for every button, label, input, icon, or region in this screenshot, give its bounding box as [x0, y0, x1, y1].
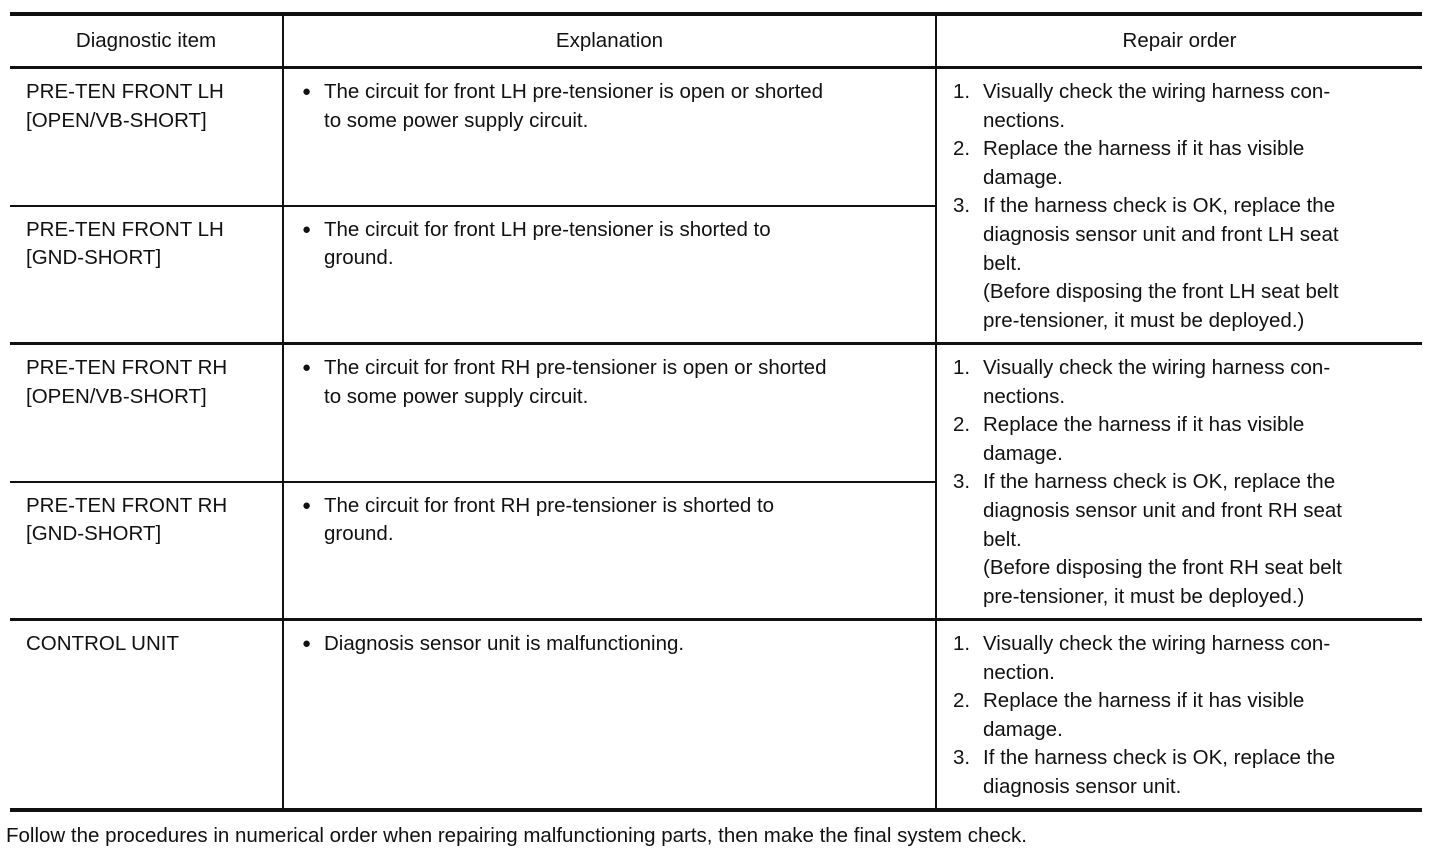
bullet-icon: ●: [302, 83, 312, 100]
step-line: Replace the harness if it has visible: [983, 413, 1305, 437]
step-line: Replace the harness if it has visible: [983, 137, 1305, 161]
step-number: 1.: [953, 632, 971, 655]
explanation-line: The circuit for front LH pre-tensioner is open or shorted: [324, 80, 824, 103]
table-header-row: [10, 14, 1422, 68]
repair-step: [953, 192, 1414, 335]
step-line: pre-tensioner, it must be deployed.): [983, 584, 1305, 608]
explanation-bullet: [300, 78, 927, 135]
repair-order-cell: [936, 620, 1422, 810]
step-number: 2.: [953, 413, 971, 437]
explanation-line: The circuit for front LH pre-tensioner is shorted to: [324, 217, 771, 241]
step-number: 2.: [953, 689, 971, 713]
step-line: If the harness check is OK, replace the: [983, 746, 1336, 770]
repair-step: [953, 468, 1414, 611]
footnote: Follow the procedures in numerical order when repairing malfunctioning parts, then make the final system check.: [6, 824, 1027, 847]
explanation-cell: [283, 482, 936, 620]
step-line: (Before disposing the front RH seat belt: [983, 556, 1342, 580]
explanation-cell: [283, 620, 936, 810]
step-line: diagnosis sensor unit.: [983, 774, 1182, 798]
diagnostic-item-line: PRE-TEN FRONT RH: [26, 493, 228, 517]
repair-step: [953, 687, 1414, 744]
step-line: Visually check the wiring harness con-: [983, 632, 1331, 655]
step-number: 1.: [953, 356, 971, 379]
repair-step: [953, 411, 1414, 468]
diagnostic-item-line: [OPEN/VB-SHORT]: [26, 384, 207, 408]
table-row: [10, 620, 1422, 810]
step-line: damage.: [983, 717, 1063, 741]
step-line: damage.: [983, 165, 1063, 189]
step-line: If the harness check is OK, replace the: [983, 194, 1336, 218]
diagnostic-item-line: CONTROL UNIT: [26, 632, 179, 655]
header-repair-order: Repair order: [936, 14, 1422, 68]
step-line: diagnosis sensor unit and front LH seat: [983, 222, 1339, 246]
step-line: nections.: [983, 384, 1066, 408]
explanation-line: to some power supply circuit.: [324, 384, 589, 408]
explanation-line: The circuit for front RH pre-tensioner is open or shorted: [324, 356, 827, 379]
repair-order-cell: [936, 68, 1422, 344]
header-diagnostic-item: Diagnostic item: [10, 14, 283, 68]
bullet-icon: ●: [302, 220, 312, 238]
explanation-cell: [283, 344, 936, 482]
explanation-bullet: [300, 216, 927, 273]
table-row: [10, 344, 1422, 482]
bullet-icon: ●: [302, 359, 312, 376]
diagnostic-item-line: [GND-SHORT]: [26, 522, 162, 546]
header-explanation: Explanation: [283, 14, 936, 68]
step-line: damage.: [983, 441, 1063, 465]
step-number: 3.: [953, 470, 971, 494]
diagnostic-item-line: PRE-TEN FRONT LH: [26, 80, 224, 103]
diagnostic-item-cell: [10, 206, 283, 344]
bullet-icon: ●: [302, 635, 312, 652]
diagnostic-item-cell: [10, 620, 283, 810]
repair-step: [953, 354, 1414, 411]
step-line: belt.: [983, 527, 1022, 551]
explanation-line: ground.: [324, 522, 394, 546]
step-number: 3.: [953, 746, 971, 770]
diagnostic-item-cell: [10, 68, 283, 206]
step-line: nections.: [983, 108, 1066, 132]
explanation-bullet: [300, 492, 927, 549]
repair-order-cell: [936, 344, 1422, 620]
step-line: belt.: [983, 251, 1022, 275]
diagnostic-item-cell: [10, 482, 283, 620]
diagnostic-item-line: [OPEN/VB-SHORT]: [26, 108, 207, 132]
explanation-line: ground.: [324, 246, 394, 270]
step-line: diagnosis sensor unit and front RH seat: [983, 498, 1342, 522]
bullet-icon: ●: [302, 496, 312, 514]
diagnostic-item-line: [GND-SHORT]: [26, 246, 162, 270]
repair-step: [953, 135, 1414, 192]
step-line: Replace the harness if it has visible: [983, 689, 1305, 713]
explanation-line: to some power supply circuit.: [324, 108, 589, 132]
step-line: If the harness check is OK, replace the: [983, 470, 1336, 494]
diagnostic-table: [10, 12, 1422, 812]
repair-step: [953, 78, 1414, 135]
explanation-bullet: [300, 354, 927, 411]
step-number: 1.: [953, 80, 971, 103]
table-row: [10, 68, 1422, 206]
step-line: Visually check the wiring harness con-: [983, 356, 1331, 379]
explanation-bullet: [300, 630, 927, 659]
step-number: 3.: [953, 194, 971, 218]
explanation-line: Diagnosis sensor unit is malfunctioning.: [324, 632, 685, 655]
step-line: (Before disposing the front LH seat belt: [983, 280, 1339, 304]
diagnostic-item-line: PRE-TEN FRONT LH: [26, 217, 224, 241]
repair-step: [953, 630, 1414, 687]
step-line: pre-tensioner, it must be deployed.): [983, 308, 1305, 332]
step-number: 2.: [953, 137, 971, 161]
explanation-cell: [283, 68, 936, 206]
repair-step: [953, 744, 1414, 801]
explanation-cell: [283, 206, 936, 344]
step-line: Visually check the wiring harness con-: [983, 80, 1331, 103]
diagnostic-item-cell: [10, 344, 283, 482]
diagnostic-item-line: PRE-TEN FRONT RH: [26, 356, 228, 379]
step-line: nection.: [983, 660, 1055, 684]
explanation-line: The circuit for front RH pre-tensioner is shorted to: [324, 493, 775, 517]
